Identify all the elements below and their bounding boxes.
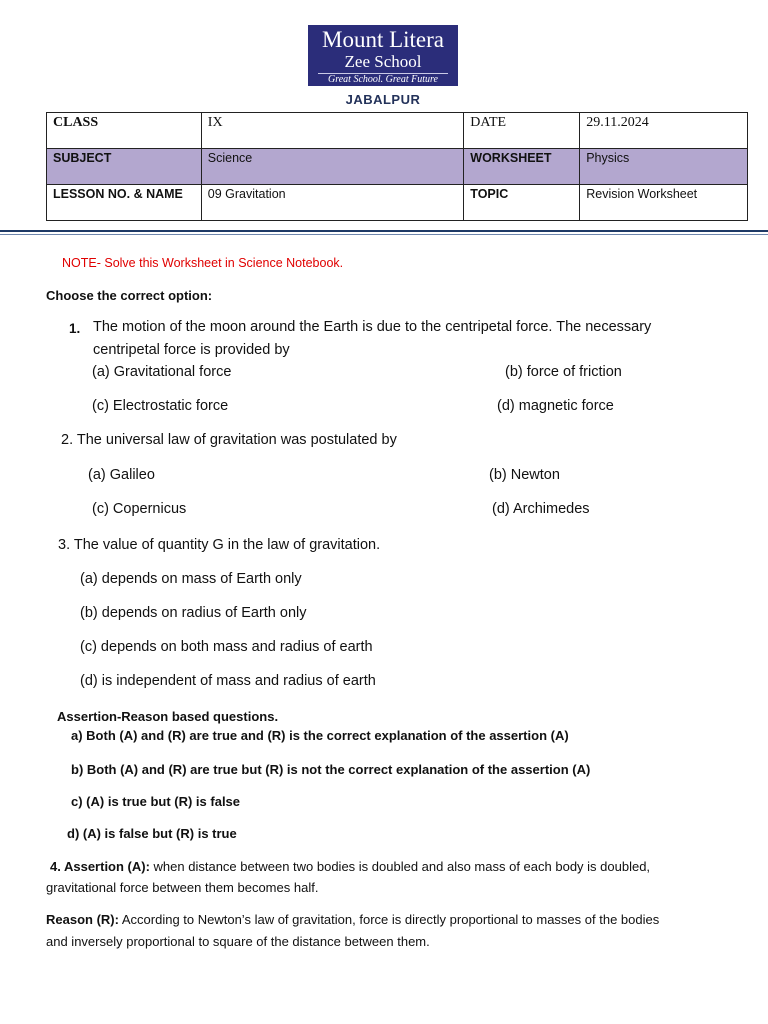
table-row xyxy=(47,149,748,185)
q3-option-b: (b) depends on radius of Earth only xyxy=(80,605,307,621)
q2-option-a: (a) Galileo xyxy=(88,467,155,483)
ar-option-c: c) (A) is true but (R) is false xyxy=(71,794,241,809)
worksheet-value: Physics xyxy=(580,149,748,185)
lesson-value: 09 Gravitation xyxy=(201,185,464,221)
subject-label: SUBJECT xyxy=(47,149,202,185)
date-label: DATE xyxy=(464,113,580,149)
q3-option-d: (d) is independent of mass and radius of earth xyxy=(80,673,376,689)
q3-text: 3. The value of quantity G in the law of gravitation. xyxy=(58,537,381,553)
ar-option-a: a) Both (A) and (R) are true and (R) is the correct explanation of the assertion (A) xyxy=(71,728,569,743)
q1-number: 1. xyxy=(69,321,81,336)
q2-option-c: (c) Copernicus xyxy=(92,501,187,517)
subject-value: Science xyxy=(201,149,464,185)
topic-label: TOPIC xyxy=(464,185,580,221)
q1-option-a: (a) Gravitational force xyxy=(92,364,232,380)
section-heading: Choose the correct option: xyxy=(46,288,213,303)
ar-option-d: d) (A) is false but (R) is true xyxy=(67,826,237,841)
logo-title: Mount Litera xyxy=(322,27,444,52)
logo-tagline: Great School. Great Future xyxy=(318,73,448,86)
q1-option-b: (b) force of friction xyxy=(505,364,622,380)
header-divider-thin xyxy=(0,234,768,235)
note-text: NOTE- Solve this Worksheet in Science Notebook. xyxy=(62,256,344,270)
q4-assertion-text: when distance between two bodies is doubled and also mass of each body is doubled, xyxy=(153,859,651,874)
topic-value: Revision Worksheet xyxy=(580,185,748,221)
q4-assertion xyxy=(50,859,650,874)
q1-text: The motion of the moon around the Earth is due to the centripetal force. The necessary xyxy=(93,319,652,335)
q4-reason-text: According to Newton’s law of gravitation, force is directly proportional to masses of the bodies xyxy=(121,912,660,927)
q2-option-d: (d) Archimedes xyxy=(492,501,590,517)
q2-text: 2. The universal law of gravitation was postulated by xyxy=(61,432,397,448)
school-logo xyxy=(308,25,458,86)
q3-option-a: (a) depends on mass of Earth only xyxy=(80,571,302,587)
table-row xyxy=(47,113,748,149)
q3-option-c: (c) depends on both mass and radius of earth xyxy=(80,639,373,655)
worksheet-info-table xyxy=(46,112,748,221)
class-label: CLASS xyxy=(47,113,202,149)
school-city: JABALPUR xyxy=(345,92,421,107)
assertion-reason-heading: Assertion-Reason based questions. xyxy=(57,709,279,724)
q4-assertion-label: 4. Assertion (A): xyxy=(50,859,150,874)
q4-reason-cont: and inversely proportional to square of the distance between them. xyxy=(46,934,430,949)
header-divider xyxy=(0,230,768,232)
lesson-label: LESSON NO. & NAME xyxy=(47,185,202,221)
logo-subtitle: Zee School xyxy=(344,52,422,71)
q1-text-cont: centripetal force is provided by xyxy=(93,342,290,358)
date-value: 29.11.2024 xyxy=(580,113,748,149)
worksheet-label: WORKSHEET xyxy=(464,149,580,185)
table-row xyxy=(47,185,748,221)
q4-reason xyxy=(46,912,659,927)
class-value: IX xyxy=(201,113,464,149)
ar-option-b: b) Both (A) and (R) are true but (R) is not the correct explanation of the assertion (A) xyxy=(71,762,591,777)
q1-option-d: (d) magnetic force xyxy=(497,398,614,414)
q1-option-c: (c) Electrostatic force xyxy=(92,398,229,414)
q2-option-b: (b) Newton xyxy=(489,467,560,483)
q4-assertion-cont: gravitational force between them becomes half. xyxy=(46,880,319,895)
q4-reason-label: Reason (R): xyxy=(46,912,119,927)
